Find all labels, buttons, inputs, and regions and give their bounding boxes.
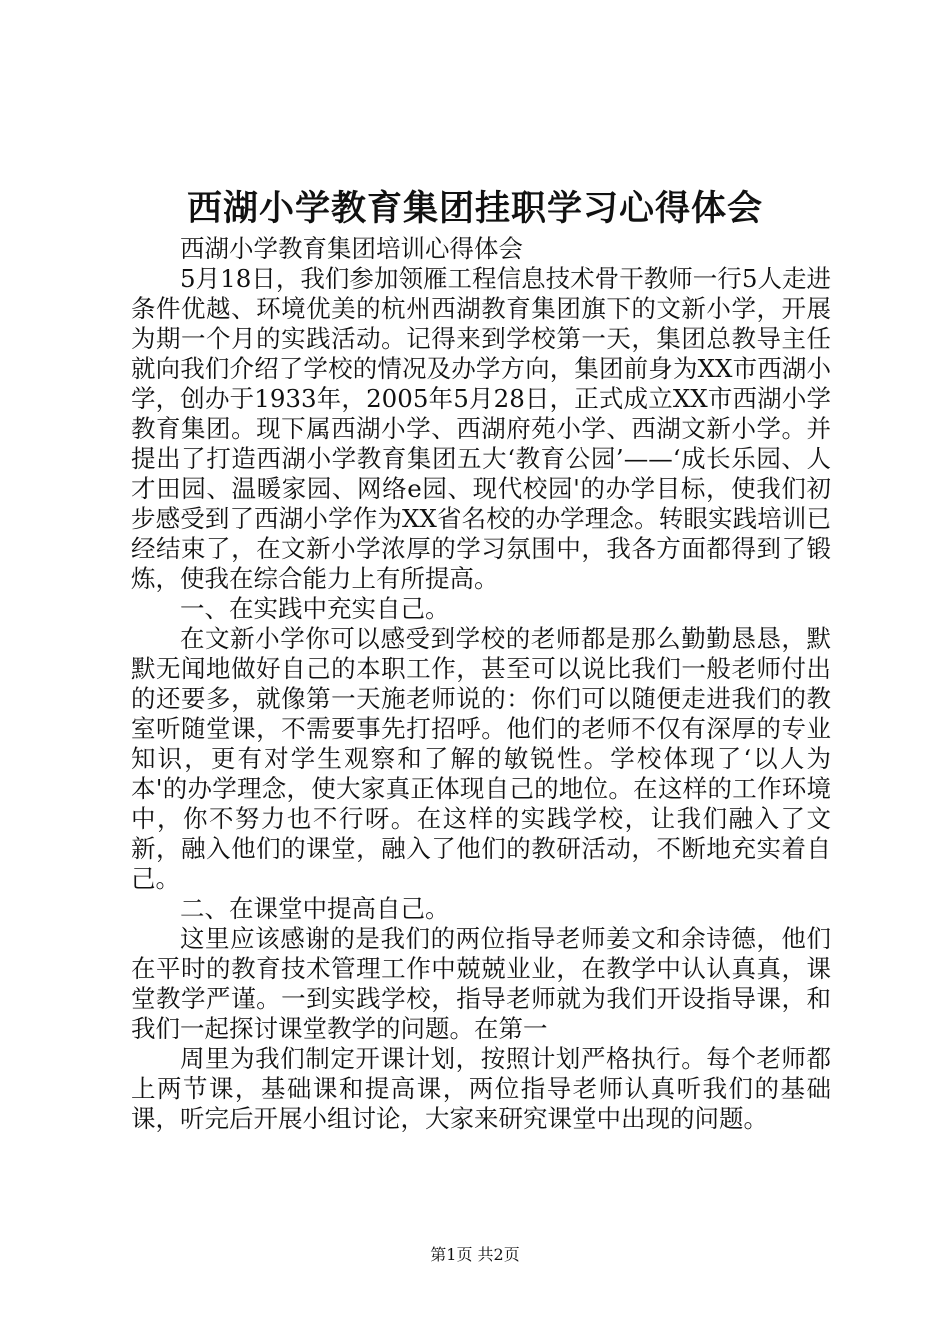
section-heading-1: 一、在实践中充实自己。 [180,594,450,623]
subtitle-paragraph: 西湖小学教育集团培训心得体会 [180,234,523,263]
section-2-paragraph: 这里应该感谢的是我们的两位指导老师姜文和余诗德，他们在平时的教育技术管理工作中兢兢业业，在教学中认认真真，课堂教学严谨。一到实践学校，指导老师就为我们开设指导课，和我们一起探讨课堂教学的问题。在第一 [131,924,831,1043]
page-number-footer: 第1页 共2页 [430,1245,520,1264]
intro-paragraph: 5月18日，我们参加领雁工程信息技术骨干教师一行5人走进条件优越、环境优美的杭州西湖教育集团旗下的文新小学，开展为期一个月的实践活动。记得来到学校第一天，集团总教导主任就向我们介绍了学校的情况及办学方向，集团前身为XX市西湖小学，创办于1933年，2005年5月28日，正式成立XX市西湖小学教育集团。现下属西湖小学、西湖府苑小学、西湖文新小学。并提出了打造西湖小学教育集团五大‘教育公园’——‘成长乐园、人才田园、温暖家园、网络e园、现代校园'的办学目标，使我们初步感受到了西湖小学作为XX省名校的办学理念。转眼实践培训已经结束了，在文新小学浓厚的学习氛围中，我各方面都得到了锻炼，使我在综合能力上有所提高。 [131,264,831,593]
section-2-paragraph-continued: 周里为我们制定开课计划，按照计划严格执行。每个老师都上两节课，基础课和提高课，两位指导老师认真听我们的基础课，听完后开展小组讨论，大家来研究课堂中出现的问题。 [131,1044,831,1133]
section-1-paragraph: 在文新小学你可以感受到学校的老师都是那么勤勤恳恳，默默无闻地做好自己的本职工作，甚至可以说比我们一般老师付出的还要多，就像第一天施老师说的：你们可以随便走进我们的教室听随堂课，不需要事先打招呼。他们的老师不仅有深厚的专业知识，更有对学生观察和了解的敏锐性。学校体现了‘以人为本'的办学理念，使大家真正体现自己的地位。在这样的工作环境中，你不努力也不行呀。在这样的实践学校，让我们融入了文新，融入他们的课堂，融入了他们的教研活动，不断地充实着自己。 [131,624,831,893]
section-heading-2: 二、在课堂中提高自己。 [180,894,450,923]
document-title: 西湖小学教育集团挂职学习心得体会 [186,188,763,229]
document-body [131,234,831,1134]
